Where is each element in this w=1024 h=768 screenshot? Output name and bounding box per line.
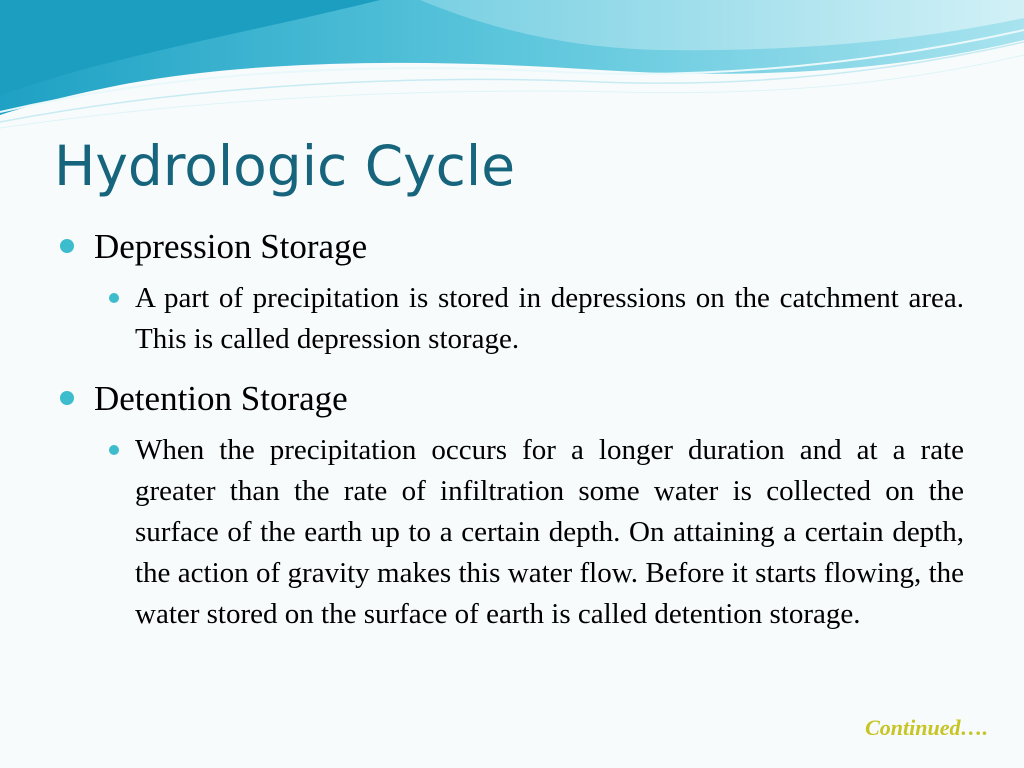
bullet-detention-storage [60,374,964,424]
sub-bullet-text: A part of precipitation is stored in depressions on the catchment area. This is called depression storage. [135,282,964,355]
sub-bullet-detention-storage [109,430,964,635]
header-wave-decoration [0,0,1024,130]
bullet-heading: Depression Storage [94,227,368,266]
bullet-dot-icon [60,391,74,405]
slide-content [60,222,964,635]
bullet-dot-icon [109,293,119,303]
bullet-dot-icon [109,445,119,455]
continued-note: Continued…. [865,715,988,740]
bullet-heading: Detention Storage [94,379,348,418]
bullet-dot-icon [60,239,74,253]
sub-bullet-depression-storage [109,278,964,360]
sub-bullet-text: When the precipitation occurs for a longer duration and at a rate greater than the rate of infiltration some water is collected on the surface of the earth up to a certain depth. On attaining a certain depth, the action of gravity makes this water flow. Before it starts flowing, the water stored on the surface of earth is called detention storage. [135,434,964,630]
bullet-depression-storage [60,222,964,272]
slide-title: Hydrologic Cycle [54,134,516,198]
